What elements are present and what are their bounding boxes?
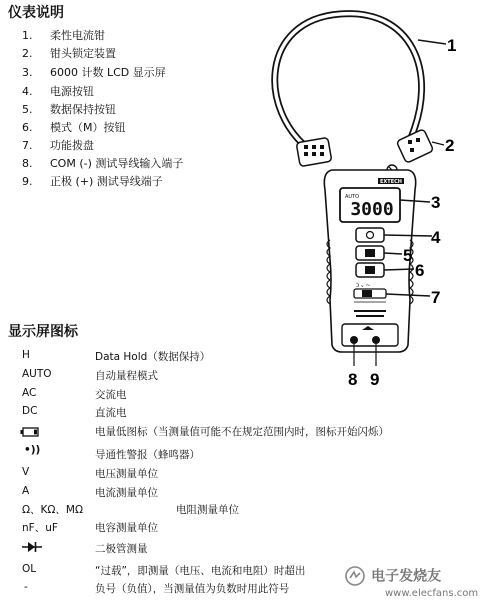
clamp-connector-left [296,137,332,166]
list-item: 8. COM (-) 测试导线输入端子 [22,157,184,170]
lcd-auto-label: AUTO [345,194,360,200]
list-item: 4. 电源按钮 [22,85,94,98]
mode-button-face [365,266,375,274]
terminals [342,324,398,346]
callout-2: 2 [445,136,455,155]
icon-symbol: DC [22,405,38,417]
icons-title: 显示屏图标 [8,324,78,340]
callout-5: 5 [403,246,413,265]
hold-button-face [365,249,375,257]
icon-desc: 直流电 [95,407,127,419]
brand-label: EXTECH [380,179,402,185]
callout-8: 8 [348,370,358,389]
icon-symbol: V [22,466,30,478]
list-item: 6. 模式（M）按钮 [22,121,126,134]
watermark-logo-icon [344,565,366,587]
watermark [344,565,441,587]
clamp-lock [387,129,434,175]
icon-desc: 电阻测量单位 [176,504,239,516]
continuity-icon: •)) [24,444,41,456]
callout-4: 4 [431,228,441,247]
icon-symbol: OL [22,563,37,575]
svg-text:ͻ ᵥ ~: ͻ ᵥ ~ [356,282,371,289]
diode-icon [22,541,42,553]
icon-desc: 二极管测量 [95,543,148,555]
icon-symbol: AC [22,387,37,399]
callout-7: 7 [431,288,441,307]
icon-desc: 电容测量单位 [95,522,158,534]
parts-title: 仪表说明 [8,5,64,21]
low-battery-icon [20,427,40,438]
icon-desc: “过载”，即测量（电压、电流和电阻）时超出 [95,565,306,577]
flexible-clamp-outer [275,14,422,150]
icon-desc: 电量低图标（当测量值可能不在规定范围内时，图标开始闪烁） [95,426,389,438]
lcd-reading: 3000 [350,199,394,220]
power-button[interactable] [356,228,384,242]
callout-6: 6 [415,261,425,280]
icon-symbol: A [22,485,30,497]
list-item: 9. 正极 (+) 测试导线端子 [22,175,163,188]
icon-desc: 电流测量单位 [95,487,158,499]
list-item: 5. 数据保持按钮 [22,103,116,116]
icon-symbol: Ω、KΩ、MΩ [22,504,84,516]
callout-3: 3 [431,193,441,212]
icon-symbol: - [24,581,28,593]
icon-desc: 电压测量单位 [95,468,158,480]
icon-desc: 交流电 [95,389,127,401]
icon-symbol: AUTO [22,368,52,380]
callout-1: 1 [447,36,457,55]
icon-symbol: H [22,349,30,361]
callout-9: 9 [370,370,380,389]
icon-desc: 自动量程模式 [95,370,158,382]
icon-desc: 导通性警报（蜂鸣器） [95,449,200,461]
watermark-text: 电子发烧友 [371,568,442,585]
list-item: 7. 功能拨盘 [22,139,94,152]
list-item: 1. 柔性电流钳 [22,29,105,42]
icon-symbol: nF、uF [22,522,58,534]
meter-illustration [250,0,487,400]
icon-desc: Data Hold（数据保持） [95,351,211,363]
list-item: 3. 6000 计数 LCD 显示屏 [22,66,166,79]
icon-desc: 负号（负值），当测量值为负数时用此符号 [95,583,290,595]
list-item: 2. 钳头锁定装置 [22,47,116,60]
watermark-url: www.elecfans.com [385,588,479,599]
